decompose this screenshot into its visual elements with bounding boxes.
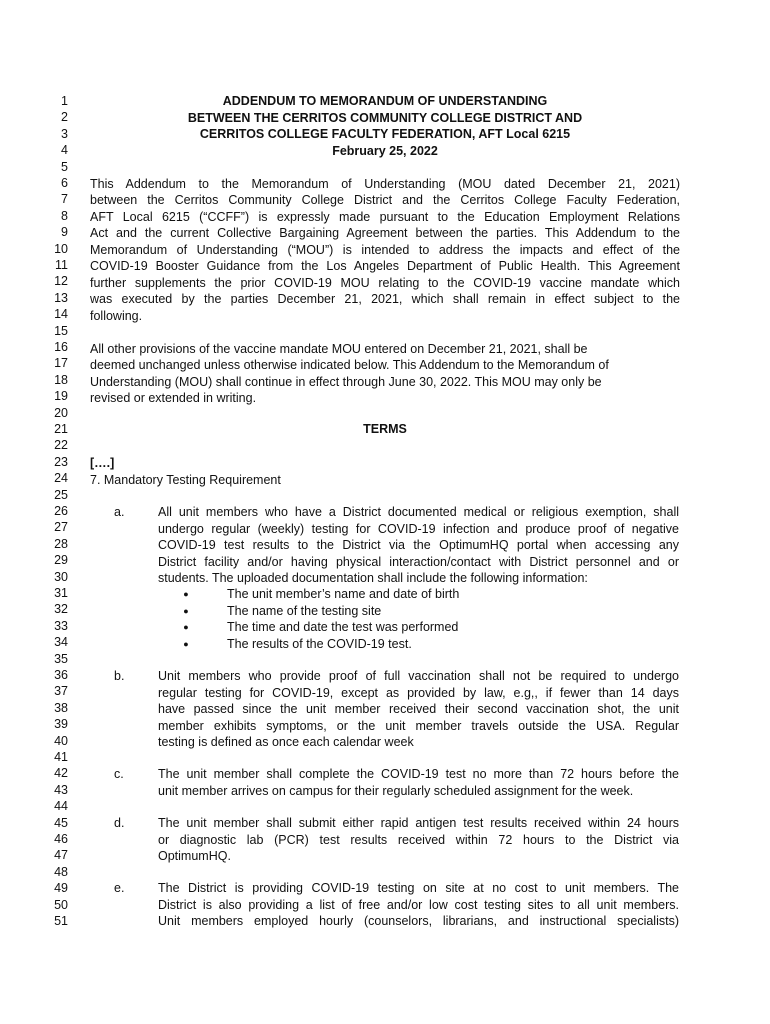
- line-number: 46: [54, 832, 68, 846]
- line-number: 10: [54, 241, 68, 256]
- line-number: 45: [54, 815, 68, 830]
- line-number: 3: [61, 126, 68, 141]
- line-number: 31: [54, 586, 68, 600]
- para1-line-7: further supplements the prior COVID-19 MOU relating to the COVID-19 vaccine mandate which: [90, 275, 680, 290]
- line-number: 7: [61, 192, 68, 207]
- line-number: 50: [54, 897, 68, 912]
- item-a-bullet-3: The time and date the test was performed: [227, 620, 459, 634]
- item-e-line-1: The District is providing COVID-19 testing on site at no cost to unit members. The: [158, 881, 679, 895]
- para2-line-3: Understanding (MOU) shall continue in effect through June 30, 2022. This MOU may only be: [90, 374, 602, 389]
- line-number: 13: [54, 290, 68, 305]
- para1-line-2: between the Cerritos Community College District and the Cerritos College Faculty Federation,: [90, 193, 680, 207]
- item-d-line-2: or diagnostic lab (PCR) test results received within 72 hours to the District via: [158, 832, 679, 847]
- para1-line-3: AFT Local 6215 (“CCFF”) is expressly made pursuant to the Education Employment Relations: [90, 209, 680, 224]
- line-number: 5: [61, 159, 68, 174]
- item-b-letter: b.: [114, 669, 125, 683]
- item-a-bullet-4: The results of the COVID-19 test.: [227, 636, 412, 651]
- line-number: 19: [54, 389, 68, 404]
- line-number: 44: [54, 799, 68, 814]
- item-a-line-1: All unit members who have a District documented medical or religious exemption, shall: [158, 505, 679, 519]
- bullet-icon: ●: [183, 622, 189, 632]
- line-number: 40: [54, 733, 68, 748]
- item-c-line-2: unit member arrives on campus for their regularly scheduled assignment for the week.: [158, 783, 634, 798]
- line-number: 37: [54, 684, 68, 699]
- line-number: 21: [54, 422, 68, 436]
- line-number: 17: [54, 356, 68, 371]
- para2-line-2: deemed unchanged unless otherwise indicated below. This Addendum to the Memorandum of: [90, 358, 609, 372]
- line-number: 42: [54, 766, 68, 781]
- para1-line-8: was executed by the parties December 21, 2021, which shall remain in effect subject to the: [90, 292, 680, 306]
- item-c-line-1: The unit member shall complete the COVID-19 test no more than 72 hours before the: [158, 767, 679, 781]
- line-number: 48: [54, 864, 68, 879]
- para1-line-4: Act and the current Collective Bargaining Agreement between the parties. This Addendum to the: [90, 226, 680, 240]
- omitted-text-marker: [….]: [90, 456, 115, 470]
- line-number: 22: [54, 438, 68, 453]
- line-number: 38: [54, 700, 68, 715]
- line-number: 23: [54, 454, 68, 469]
- line-number: 39: [54, 717, 68, 732]
- line-number: 8: [61, 208, 68, 223]
- line-number: 29: [54, 553, 68, 568]
- line-number: 6: [61, 176, 68, 190]
- line-number: 24: [54, 471, 68, 486]
- line-number: 27: [54, 520, 68, 535]
- line-number: 35: [54, 651, 68, 666]
- line-number: 11: [55, 258, 68, 272]
- item-a-bullet-2: The name of the testing site: [227, 603, 382, 618]
- item-b-line-5: testing is defined as once each calendar week: [158, 735, 414, 749]
- line-number: 43: [54, 782, 68, 797]
- item-a-line-3: COVID-19 test results to the District via the OptimumHQ portal when accessing any: [158, 538, 679, 552]
- line-number: 18: [54, 372, 68, 387]
- line-number: 4: [61, 143, 68, 158]
- line-number: 25: [54, 487, 68, 502]
- item-b-line-4: member exhibits symptoms, or the unit member travels outside the USA. Regular: [158, 718, 679, 733]
- line-number: 28: [54, 536, 68, 551]
- para1-line-6: COVID-19 Booster Guidance from the Los Angeles Department of Public Health. This Agreement: [90, 259, 680, 273]
- para1-line-1: This Addendum to the Memorandum of Understanding (MOU dated December 21, 2021): [90, 176, 680, 191]
- item-a-line-2: undergo regular (weekly) testing for COVID-19 infection and produce proof of negative: [158, 521, 679, 536]
- title-line-3: CERRITOS COLLEGE FACULTY FEDERATION, AFT Local 6215: [199, 127, 571, 141]
- section-7-heading: 7. Mandatory Testing Requirement: [90, 472, 281, 487]
- item-e-line-3: Unit members employed hourly (counselors, librarians, and instructional specialists): [158, 914, 679, 928]
- line-number: 47: [54, 848, 68, 863]
- line-number: 36: [54, 668, 68, 682]
- line-number: 20: [54, 405, 68, 420]
- line-number: 41: [54, 750, 68, 764]
- line-number: 1: [61, 94, 68, 108]
- line-number: 33: [54, 618, 68, 633]
- line-number: 14: [54, 307, 68, 322]
- title-line-2: BETWEEN THE CERRITOS COMMUNITY COLLEGE DISTRICT AND: [187, 110, 583, 125]
- item-b-line-2: regular testing for COVID-19, except as provided by law, e.g,, if fewer than 14 days: [158, 685, 679, 700]
- line-number: 49: [54, 881, 68, 896]
- line-number: 32: [54, 602, 68, 617]
- line-number: 9: [61, 225, 68, 240]
- bullet-icon: ●: [183, 638, 189, 649]
- terms-heading: TERMS: [363, 422, 407, 436]
- line-number: 34: [54, 635, 68, 650]
- bullet-icon: ●: [183, 605, 189, 616]
- line-number: 12: [54, 274, 68, 289]
- item-d-line-3: OptimumHQ.: [158, 849, 231, 863]
- line-number: 26: [54, 504, 68, 518]
- para2-line-4: revised or extended in writing.: [90, 391, 257, 405]
- item-d-letter: d.: [114, 816, 125, 830]
- item-a-bullet-1: The unit member’s name and date of birth: [227, 587, 460, 601]
- title-line-1: ADDENDUM TO MEMORANDUM OF UNDERSTANDING: [222, 94, 548, 108]
- para2-line-1: All other provisions of the vaccine mandate MOU entered on December 21, 2021, shall be: [90, 341, 588, 356]
- para1-line-5: Memorandum of Understanding (“MOU”) is intended to address the impacts and effect of the: [90, 242, 680, 257]
- item-a-letter: a.: [114, 505, 125, 519]
- item-a-line-5: students. The uploaded documentation shall include the following information:: [158, 571, 588, 585]
- document-date: February 25, 2022: [332, 143, 438, 158]
- item-e-letter: e.: [114, 881, 125, 895]
- item-c-letter: c.: [114, 767, 124, 781]
- line-number: 16: [54, 340, 68, 354]
- line-number: 51: [54, 914, 68, 928]
- item-d-line-1: The unit member shall submit either rapid antigen test results received within 24 hours: [158, 816, 679, 830]
- line-number: 2: [61, 110, 68, 125]
- para1-line-9: following.: [90, 308, 143, 323]
- item-a-line-4: District facility and/or having physical interaction/contact with District personnel and or: [158, 554, 679, 569]
- item-b-line-3: have passed since the unit member received their second vaccination shot, the unit: [158, 702, 679, 716]
- item-e-line-2: District is also providing a list of free and/or low cost testing sites to all unit members.: [158, 897, 679, 912]
- line-number: 30: [54, 569, 68, 584]
- item-b-line-1: Unit members who provide proof of full vaccination shall not be required to undergo: [158, 669, 679, 683]
- line-number: 15: [54, 323, 68, 338]
- bullet-icon: ●: [183, 589, 189, 599]
